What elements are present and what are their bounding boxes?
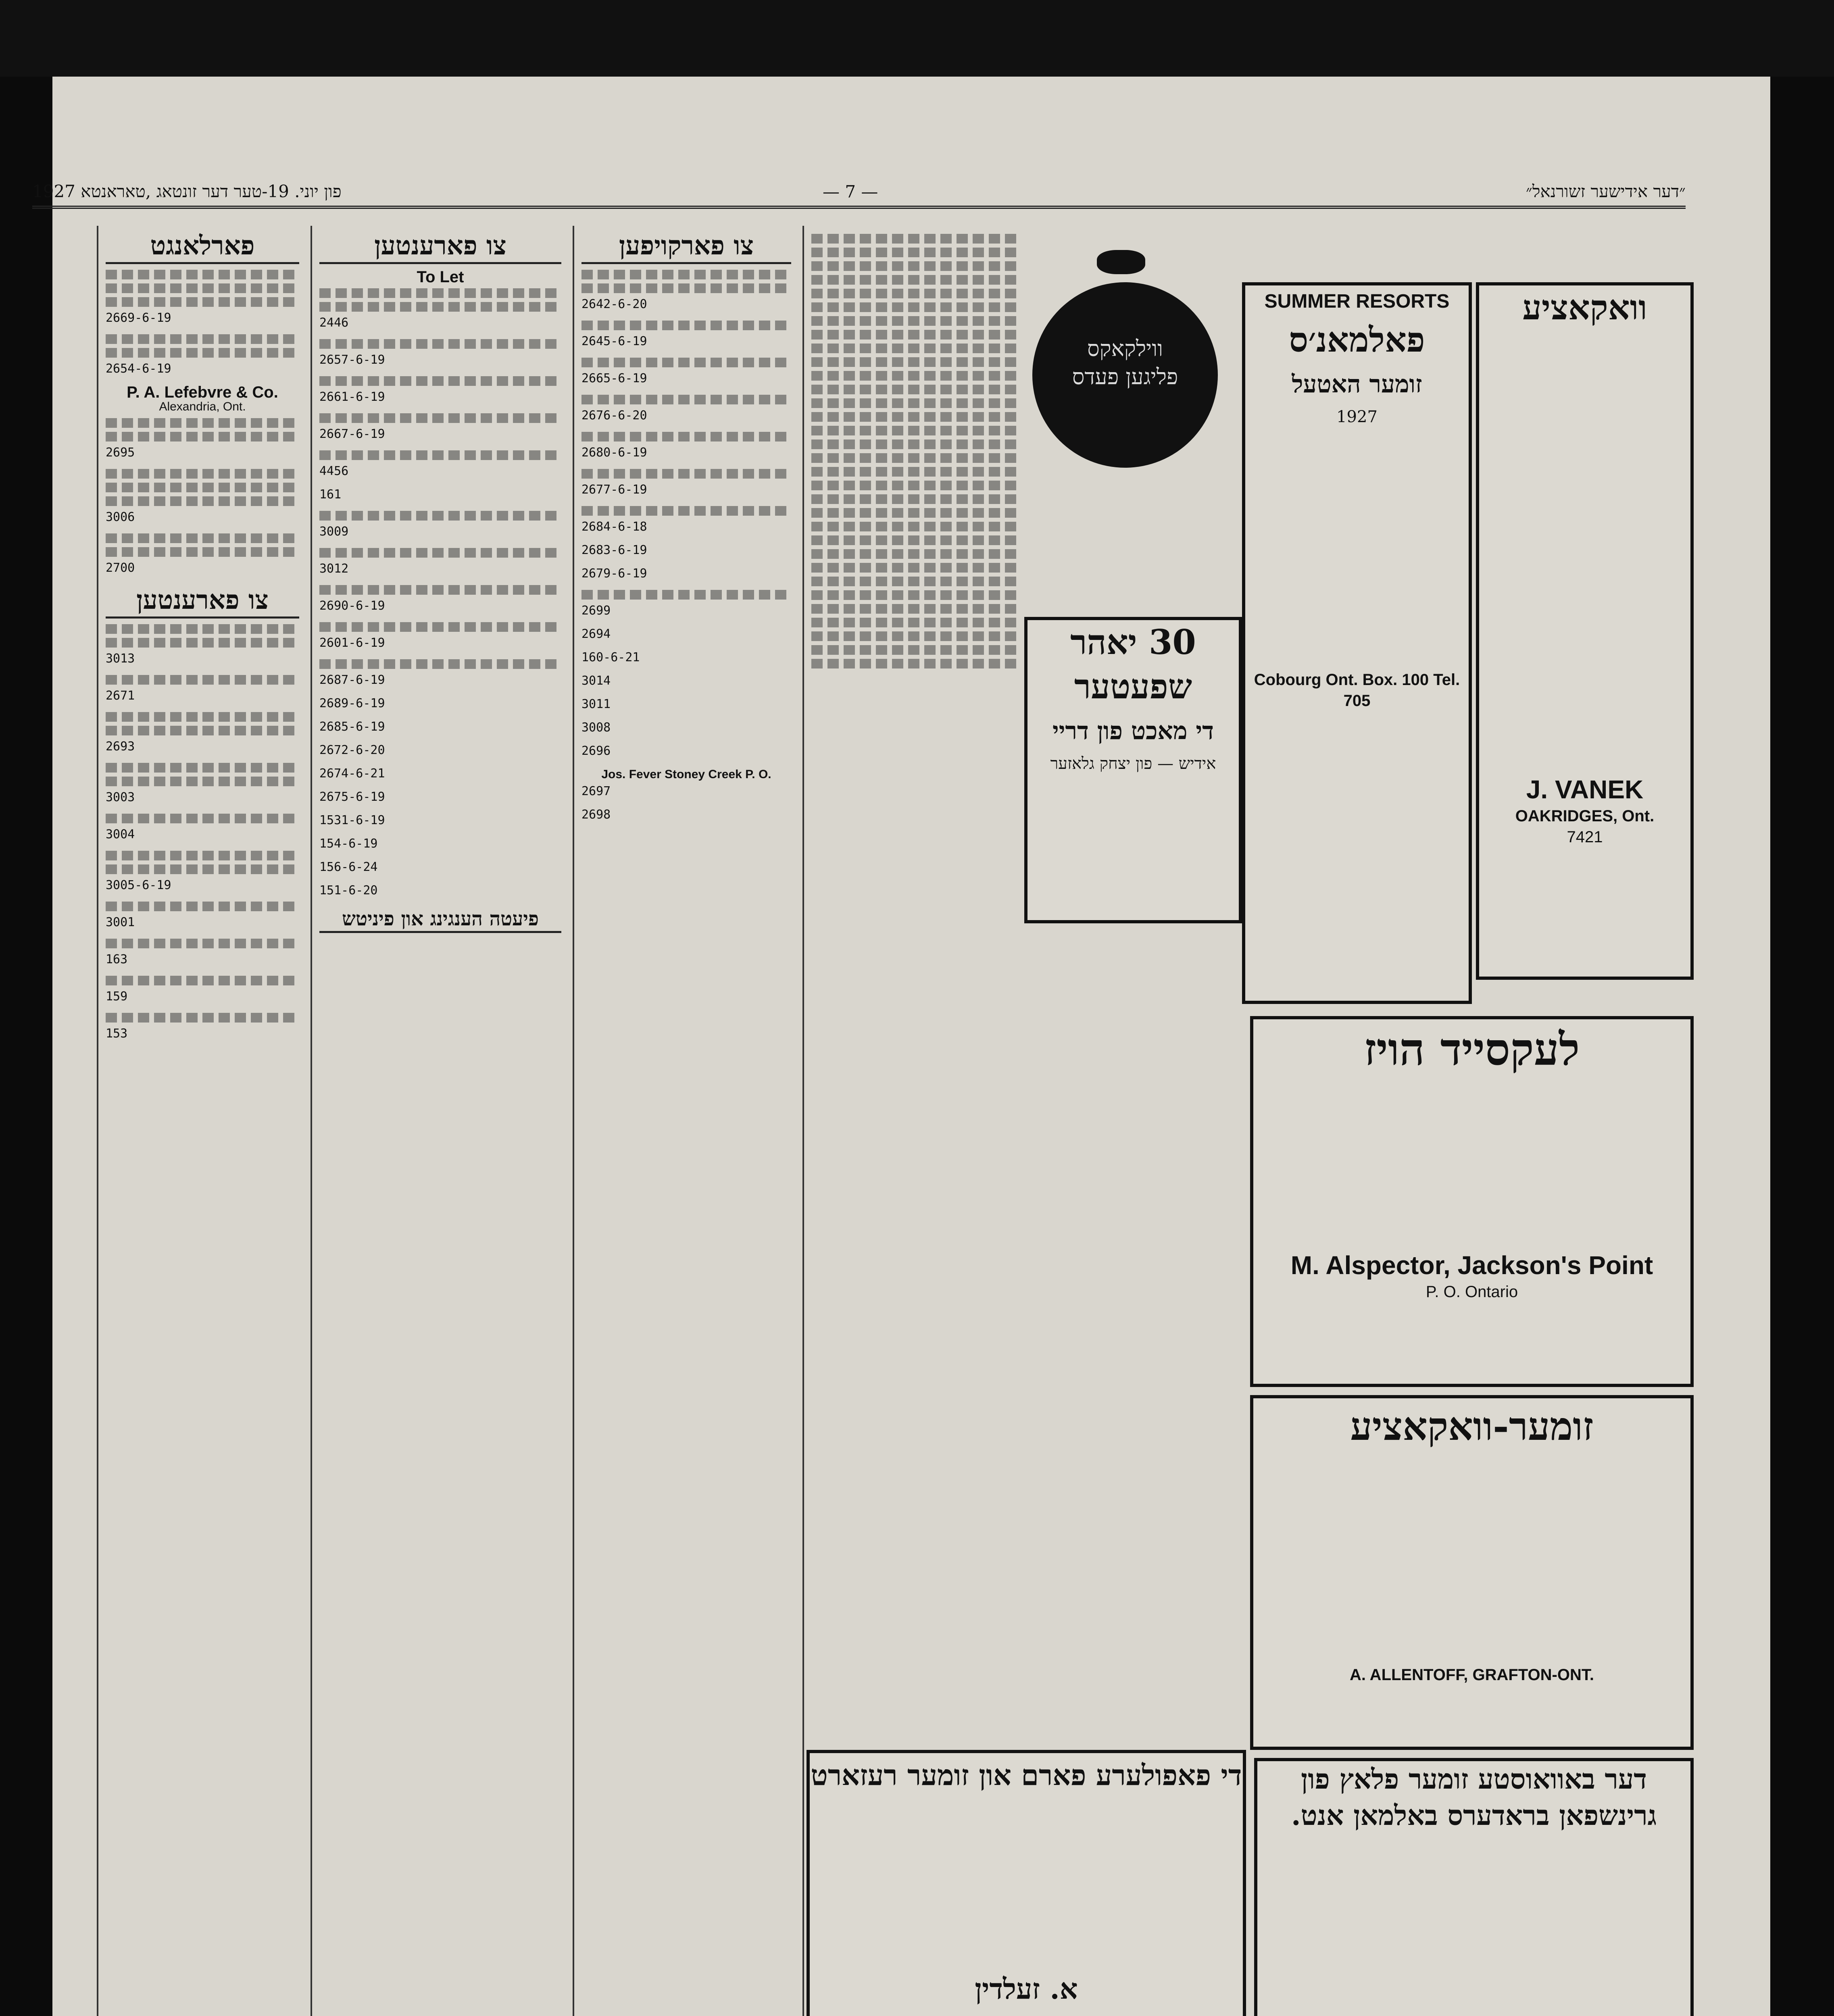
ad-ref: 154-6-19 <box>319 837 378 851</box>
ad-thirty-years <box>1024 617 1242 923</box>
owner-name: א. זעלדין <box>975 1972 1078 2006</box>
page-number: — 7 — <box>823 182 878 202</box>
ad-ref: 3006 <box>106 510 135 524</box>
column-heading: צו פארענטען <box>319 230 561 264</box>
ad-ref: 161 <box>319 487 342 502</box>
ad-ref: 2667-6-19 <box>319 427 385 441</box>
seller-signature: Jos. Fever Stoney Creek P. O. <box>601 768 771 781</box>
ad-ref: 2661-6-19 <box>319 390 385 404</box>
ad-ref: 2679-6-19 <box>581 566 647 581</box>
ad-ref: 3005-6-19 <box>106 878 171 892</box>
owner-phone: 7421 <box>1567 828 1603 846</box>
company-place: Alexandria, Ont. <box>159 400 246 413</box>
season-year: 1927 <box>1336 408 1378 426</box>
ad-title: לעקסייד הויז <box>1364 1023 1580 1075</box>
ad-ref: 1531-6-19 <box>319 813 385 827</box>
ad-ref: 159 <box>106 989 128 1004</box>
masthead <box>32 177 1686 209</box>
column-heading: צו פארענטען <box>106 584 299 619</box>
ad-ref: 2696 <box>581 744 611 758</box>
ad-ref: 3004 <box>106 827 135 841</box>
ad-ref: 3014 <box>581 674 611 688</box>
column-subheading: To Let <box>417 268 464 286</box>
owner-name: J. VANEK <box>1526 775 1644 804</box>
ad-ref: 2669-6-19 <box>106 311 171 325</box>
ad-ref: 2685-6-19 <box>319 720 385 734</box>
ad-ref: 2684-6-18 <box>581 520 647 534</box>
ad-ref: 2697 <box>581 784 611 798</box>
ad-ref: 4456 <box>319 464 349 478</box>
ad-ref: 2694 <box>581 627 611 641</box>
ad-ref: 2698 <box>581 808 611 822</box>
hotel-sub: זומער האטעל <box>1292 370 1422 398</box>
ad-ref: 2689-6-19 <box>319 696 385 710</box>
seal-line-2: פליגען פעדס <box>1072 364 1178 389</box>
ad-title: 30 יאהר <box>1070 622 1196 662</box>
ad-ref: 3012 <box>319 562 349 576</box>
ad-ref: 163 <box>106 952 128 966</box>
ad-ref: 3001 <box>106 915 135 929</box>
masthead-date: 1927 פון יוני. 19-טער דער זונטאג ,טאראנטא <box>32 181 342 201</box>
ad-subtitle: שפעטער <box>1074 666 1192 706</box>
column-heading: צו פארקויפען <box>581 230 791 264</box>
ad-ref: 2683-6-19 <box>581 543 647 557</box>
ad-ref: 2676-6-20 <box>581 408 647 423</box>
ad-ref: 3009 <box>319 525 349 539</box>
ad-summer-resorts <box>1242 282 1472 1004</box>
ad-balman-resort <box>1254 1758 1694 2016</box>
ad-ref: 2690-6-19 <box>319 599 385 613</box>
owner-place: P. O. Ontario <box>1426 1283 1518 1301</box>
pressing-heading: פיעטה הענגינג און פיניטש <box>319 907 561 933</box>
ad-lakeside-house <box>1250 1016 1694 1387</box>
ad-popular-farm <box>807 1750 1246 2016</box>
ad-ref: 2677-6-19 <box>581 483 647 497</box>
column-heading: פארלאנגט <box>106 230 299 264</box>
paper-title: ״דער אידישער זשורנאל״ <box>1526 181 1686 201</box>
ad-summer-vacation <box>1250 1395 1694 1750</box>
ad-ref: 2654-6-19 <box>106 362 171 376</box>
ad-ref: 151-6-20 <box>319 883 378 898</box>
hotel-name: פאלמאנ׳ס <box>1289 320 1425 360</box>
ad-ref: 2657-6-19 <box>319 353 385 367</box>
ad-ref: 2601-6-19 <box>319 636 385 650</box>
column-wanted <box>97 226 306 2016</box>
owner-place: OAKRIDGES, Ont. <box>1515 807 1655 825</box>
owner-name: A. ALLENTOFF, GRAFTON-ONT. <box>1350 1666 1594 1684</box>
owner-name: M. Alspector, Jackson's Point <box>1290 1251 1653 1280</box>
ad-ref: 2675-6-19 <box>319 790 385 804</box>
ad-title: וואקאציע <box>1522 287 1647 327</box>
ad-ref: 3008 <box>581 721 611 735</box>
ad-ref: 2645-6-19 <box>581 334 647 348</box>
ad-ref: 2680-6-19 <box>581 446 647 460</box>
ad-ref: 160-6-21 <box>581 650 640 664</box>
ad-ref: 2687-6-19 <box>319 673 385 687</box>
ad-ref: 2672-6-20 <box>319 743 385 757</box>
ad-title: SUMMER RESORTS <box>1264 291 1450 312</box>
column-story <box>802 226 1028 2016</box>
column-for-sale <box>573 226 798 2016</box>
ad-ref: 2700 <box>106 561 135 575</box>
ad-ref: 2446 <box>319 316 349 330</box>
ad-play: די מאכט פון דריי <box>1052 717 1214 745</box>
contact: Cobourg Ont. Box. 100 Tel. 705 <box>1254 671 1460 710</box>
ad-title: די פאפולערע פארם און זומער רעזארט <box>811 1758 1242 1792</box>
ad-ref: 156-6-24 <box>319 860 378 874</box>
ad-ref: 3003 <box>106 790 135 804</box>
ad-ref: 2674-6-21 <box>319 766 385 781</box>
ad-ref: 3013 <box>106 652 135 666</box>
ad-vacation-vanek <box>1476 282 1694 980</box>
ad-title: דער באוואוסטע זומער פלאץ פון <box>1301 1763 1647 1795</box>
ad-ref: 2699 <box>581 604 611 618</box>
ad-title-2: גרינשפאן בראדערס באלמאן אנט. <box>1291 1799 1657 1832</box>
ad-ref: 2695 <box>106 446 135 460</box>
seal-line-1: ווילקאקס <box>1087 336 1163 361</box>
ad-ref: 153 <box>106 1027 128 1041</box>
wilcox-seal <box>1032 282 1218 468</box>
column-to-let <box>311 226 569 2016</box>
scan-border-top <box>0 0 1834 77</box>
ad-ref: 2693 <box>106 739 135 754</box>
ad-ref: 2642-6-20 <box>581 297 647 311</box>
bee-icon <box>1097 250 1145 274</box>
ad-title: זומער-וואקאציע <box>1350 1404 1594 1449</box>
ad-author: אידיש — פון יצחק גלאזער <box>1050 754 1216 773</box>
ad-ref: 2665-6-19 <box>581 371 647 385</box>
ad-ref: 3011 <box>581 697 611 711</box>
company-name: P. A. Lefebvre & Co. <box>127 383 278 401</box>
ad-ref: 2671 <box>106 689 135 703</box>
